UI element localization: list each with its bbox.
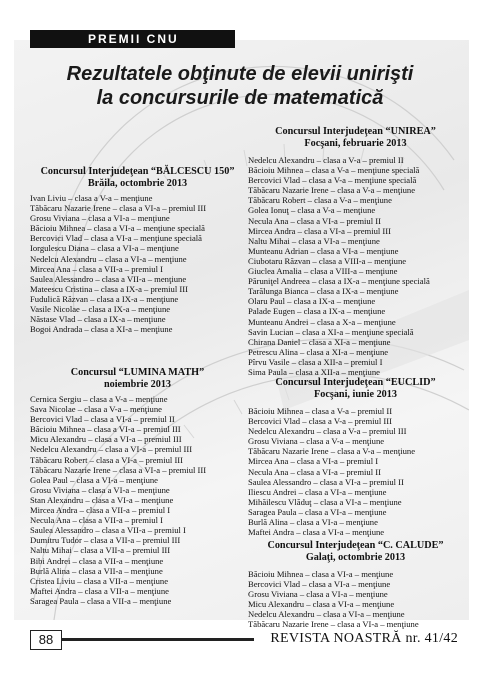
list-item: Saulea Alessandro – clasa a VII-a – menţiune	[30, 273, 187, 284]
list-item: Saragea Paula – clasa a VII-a – menţiune	[30, 595, 172, 606]
entry-list	[248, 406, 463, 537]
list-item: Mircea Andra – clasa a VII-a – premiul I	[30, 505, 171, 516]
list-item: Mircea Ana – clasa a VI-a – premiul I	[248, 456, 379, 467]
list-item: Micu Alexandru – clasa a VI-a – premiul III	[30, 434, 182, 445]
entry-list	[248, 155, 463, 377]
list-item: Grosu Viviana – clasa a VI-a – menţiune	[248, 589, 388, 600]
list-item: Necula Ana – clasa a VII-a – premiul I	[30, 515, 163, 526]
contest-subtitle: Focşani, iunie 2013	[314, 388, 397, 400]
list-item: Savin Lucian – clasa a XI-a – menţiune specială	[248, 326, 414, 337]
list-item: Munteanu Andrei – clasa a X-a – menţiune	[248, 316, 396, 327]
entry-list	[30, 193, 245, 334]
contest-name: Concursul Interjudeţean “EUCLID”	[275, 377, 436, 388]
list-item: Burlă Alina – clasa a VII-a – menţiune	[30, 565, 163, 576]
list-item: Golea Paul – clasa a VI-a – menţiune	[30, 474, 158, 485]
list-item: Băcioiu Mihnea – clasa a VI-a – menţiune specială	[30, 223, 205, 234]
list-item: Maftei Andra – clasa a VII-a – menţiune	[30, 585, 169, 596]
list-item: Palade Eugen – clasa a IX-a – menţiune	[248, 306, 386, 317]
contest-subtitle: Brăila, octombrie 2013	[87, 177, 188, 189]
entry-list	[248, 569, 463, 630]
list-item: Naltu Mihai – clasa a VII-a – premiul III	[30, 545, 171, 556]
list-item: Burlă Alina – clasa a VI-a – menţiune	[248, 517, 378, 528]
list-item: Cristea Liviu – clasa a VII-a – menţiune	[30, 575, 169, 586]
magazine-issue: REVISTA NOASTRĂ nr. 41/42	[270, 631, 458, 646]
list-item: Tăbăcaru Nazarie Irene – clasa a V-a – menţiune	[248, 185, 416, 196]
list-item: Băcioiu Mihnea – clasa a VI-a – menţiune	[248, 569, 394, 579]
list-item: Iorgulescu Diana – clasa a VI-a – menţiune	[30, 243, 179, 254]
list-item: Nedelcu Alexandru – clasa a V-a – premiul III	[248, 426, 407, 437]
contest-name: Concursul Interjudeţean “UNIREA”	[275, 126, 436, 137]
list-item: Olaru Paul – clasa a IX-a – menţiune	[248, 296, 376, 307]
list-item: Saulea Alessandro – clasa a VI-a – premiul II	[248, 476, 404, 487]
list-item: Petrescu Alina – clasa a XI-a – menţiune	[248, 346, 389, 357]
title-line-1: Rezultatele obţinute de elevii unirişti	[66, 63, 414, 85]
list-item: Sava Nicolae – clasa a V-a – menţiune	[30, 404, 162, 415]
list-item: Ciubotaru Răzvan – clasa a VIII-a – menţiune	[248, 255, 407, 266]
list-item: Grosu Viviana – clasa a VI-a – menţiune	[30, 213, 170, 224]
page-title	[30, 62, 450, 110]
list-item: Năstase Vlad – clasa a IX-a – menţiune	[30, 314, 166, 325]
list-item: Pîrvu Vasile – clasa a XII-a – premiul I	[248, 356, 383, 367]
list-item: Vasile Nicolae – clasa a IX-a – menţiune	[30, 304, 171, 315]
list-item: Mircea Andra – clasa a VI-a – premiul III	[248, 225, 392, 236]
list-item: Saragea Paula – clasa a VI-a – menţiune	[248, 506, 387, 517]
list-item: Giuclea Amalia – clasa a VIII-a – menţiune	[248, 266, 398, 277]
list-item: Grosu Viviana – clasa a V-a – menţiune	[248, 436, 385, 447]
list-item: Necula Ana – clasa a VI-a – premiul II	[248, 466, 381, 477]
list-item: Tăbăcaru Nazarie Irene – clasa a VI-a – premiul III	[30, 464, 207, 475]
list-item: Stan Alexandru – clasa a VI-a – menţiune	[30, 494, 174, 505]
list-item: Băcioiu Mihnea – clasa a VI-a – premiul III	[30, 424, 181, 435]
contest-lumina-math	[30, 367, 245, 606]
contest-subtitle: Focşani, februarie 2013	[304, 137, 407, 149]
list-item: Bercovici Vlad – clasa a VI-a – menţiune specială	[30, 233, 202, 244]
contest-name: Concursul Interjudeţean “BĂLCESCU 150”	[40, 166, 235, 177]
list-item: Maftei Andra – clasa a VI-a – menţiune	[248, 527, 385, 538]
list-item: Mateescu Cristina – clasa a IX-a – premiul III	[30, 283, 188, 294]
list-item: Bercovici Vlad – clasa a VI-a – menţiune	[248, 579, 391, 590]
list-item: Naltu Mihai – clasa a VI-a – menţiune	[248, 235, 380, 246]
list-item: Nedelcu Alexandru – clasa a VI-a – menţiune	[30, 253, 187, 264]
section-banner: PREMII CNU	[30, 30, 235, 48]
list-item: Bercovici Vlad – clasa a V-a – premiul III	[248, 416, 392, 427]
list-item: Bercovici Vlad – clasa a VI-a – premiul II	[30, 414, 175, 425]
list-item: Tăbăcaru Robert – clasa a VI-a – premiul III	[30, 454, 184, 465]
contest-euclid	[248, 377, 463, 537]
list-item: Micu Alexandru – clasa a VI-a – menţiune	[248, 599, 395, 610]
list-item: Tarălunga Bianca – clasa a IX-a – menţiune	[248, 286, 399, 297]
list-item: Băcioiu Mihnea – clasa a V-a – premiul II	[248, 406, 393, 416]
list-item: Necula Ana – clasa a VI-a – premiul II	[248, 215, 381, 226]
list-item: Saulea Alessandro – clasa a VII-a – premiul I	[30, 525, 186, 536]
contest-subtitle: noiembrie 2013	[103, 378, 172, 390]
title-line-2: la concursurile de matematică	[96, 87, 384, 109]
list-item: Băcioiu Mihnea – clasa a V-a – menţiune specială	[248, 165, 420, 176]
contest-name: Concursul “LUMINA MATH”	[70, 367, 205, 378]
list-item: Sima Paula – clasa a XII-a – menţiune	[248, 366, 380, 377]
list-item: Chirana Daniel – clasa a XI-a – menţiune	[248, 336, 391, 347]
entry-list	[30, 394, 245, 606]
list-item: Grosu Viviana – clasa a VI-a – menţiune	[30, 484, 170, 495]
list-item: Bogoi Andrada – clasa a XI-a – menţiune	[30, 324, 173, 335]
list-item: Tăbăcaru Nazarie Irene – clasa a VI-a – menţiune	[248, 619, 419, 630]
list-item: Nedelcu Alexandru – clasa a VI-a – premiul III	[30, 444, 193, 455]
list-item: Bercovici Vlad – clasa a V-a – menţiune specială	[248, 175, 417, 186]
contest-unirea	[248, 126, 463, 377]
list-item: Cernica Sergiu – clasa a V-a – menţiune	[30, 394, 168, 404]
list-item: Păruniţel Andreea – clasa a IX-a – menţiune specială	[248, 276, 430, 287]
list-item: Tăbăcaru Nazarie Irene – clasa a V-a – menţiune	[248, 446, 416, 457]
list-item: Nedelcu Alexandru – clasa a VI-a – menţiune	[248, 609, 405, 620]
list-item: Dumitru Tudor – clasa a VII-a – premiul III	[30, 535, 181, 546]
contest-name: Concursul Interjudeţean “C. CALUDE”	[267, 540, 444, 551]
page-number: 88	[30, 630, 62, 650]
list-item: Tăbăcaru Nazarie Irene – clasa a VI-a – premiul III	[30, 203, 207, 214]
list-item: Mircea Ana – clasa a VII-a – premiul I	[30, 263, 163, 274]
list-item: Ivan Liviu – clasa a V-a – menţiune	[30, 193, 153, 203]
list-item: Tăbăcaru Robert – clasa a V-a – menţiune	[248, 195, 392, 206]
list-item: Mihăilescu Vlăduţ – clasa a VI-a – menţiune	[248, 496, 402, 507]
list-item: Golea Ionuţ – clasa a V-a – menţiune	[248, 205, 376, 216]
list-item: Bibi Andrei – clasa a VII-a – menţiune	[30, 555, 164, 566]
contest-calude	[248, 540, 463, 630]
footer-divider	[62, 638, 254, 641]
list-item: Munteanu Adrian – clasa a VI-a – menţiune	[248, 245, 399, 256]
list-item: Fudulică Răzvan – clasa a IX-a – menţiune	[30, 293, 179, 304]
contest-balcescu	[30, 166, 245, 334]
list-item: Nedelcu Alexandru – clasa a V-a – premiul II	[248, 155, 404, 165]
contest-subtitle: Galaţi, octombrie 2013	[305, 551, 406, 563]
list-item: Iliescu Andrei – clasa a VI-a – menţiune	[248, 486, 387, 497]
